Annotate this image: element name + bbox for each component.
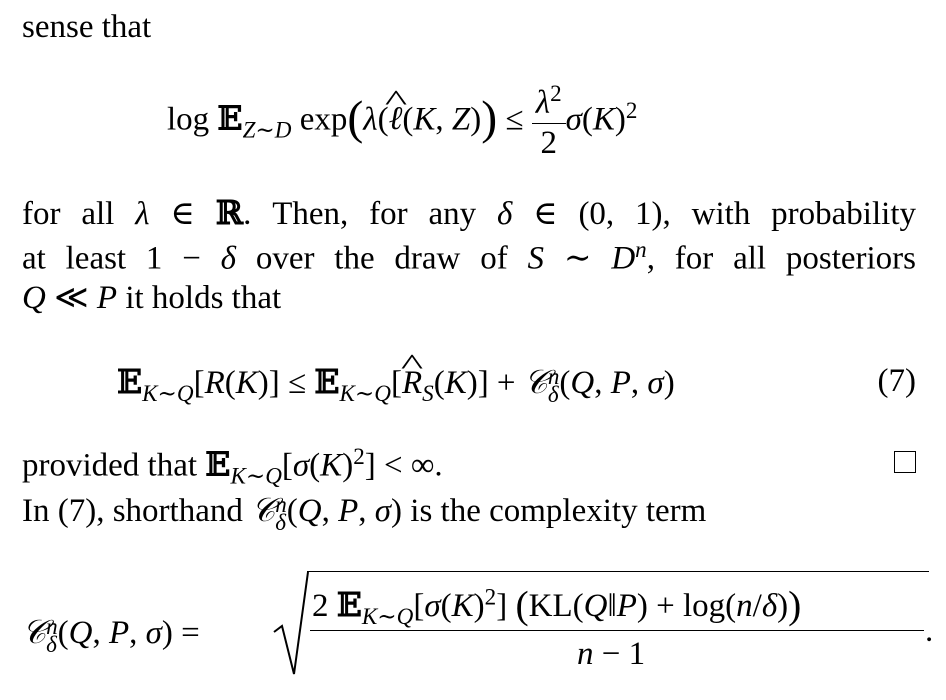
- text-line-for-all-lambda: for all λ ∈ ℝ. Then, for any δ ∈ (0, 1), with probability: [22, 193, 916, 232]
- text-line-at-least: at least 1 − δ over the draw of S ∼ $D^n$, for all posteriors: [22, 236, 917, 277]
- equation-subgaussian: log 𝔼$_{Z\sim D}$ exp(λ(^ ℓ(K, Z)) ≤ $\frac{\lambda^2}{2}$ $\sigma(K)^2$: [167, 80, 637, 164]
- text-line-provided-that: provided that $𝔼_{K\sim Q}[\sigma(K)^2]$ < ∞.: [22, 443, 443, 489]
- sqrt-bar: [307, 571, 929, 572]
- fraction-numerator: 2 $𝔼_{K\sim Q}[\sigma(K)^2]$ (KL(Q‖P) + log(n/δ)): [312, 583, 802, 630]
- fraction-bar: [310, 630, 924, 631]
- equation-complexity-term: 𝒞 n δ (Q, P, σ) = 2 $𝔼_{K\sim Q}[\sigma(K)^2]$ (KL(Q‖P) + log(n/δ)) n − 1 .: [22, 570, 916, 680]
- text-line-in-7-shorthand: In (7), shorthand 𝒞 n δ (Q, P, σ) is the complexity term: [22, 490, 707, 536]
- equation-7: 𝔼$_{K\sim Q}$[R(K)] ≤ 𝔼$_{K\sim Q}$[^ $R_S(K)$] + 𝒞 n δ (Q, P, σ): [117, 362, 675, 408]
- text-line-q-ll-p: Q ≪ P it holds that: [22, 280, 282, 316]
- qed-box-icon: [894, 451, 916, 473]
- fraction-denominator: n − 1: [577, 636, 646, 672]
- equation-7-number: (7): [877, 363, 916, 399]
- text-line-sense-that: [22, 8, 151, 48]
- sqrt-sign-icon: [272, 570, 312, 680]
- paragraph-text: sense that: [22, 9, 152, 45]
